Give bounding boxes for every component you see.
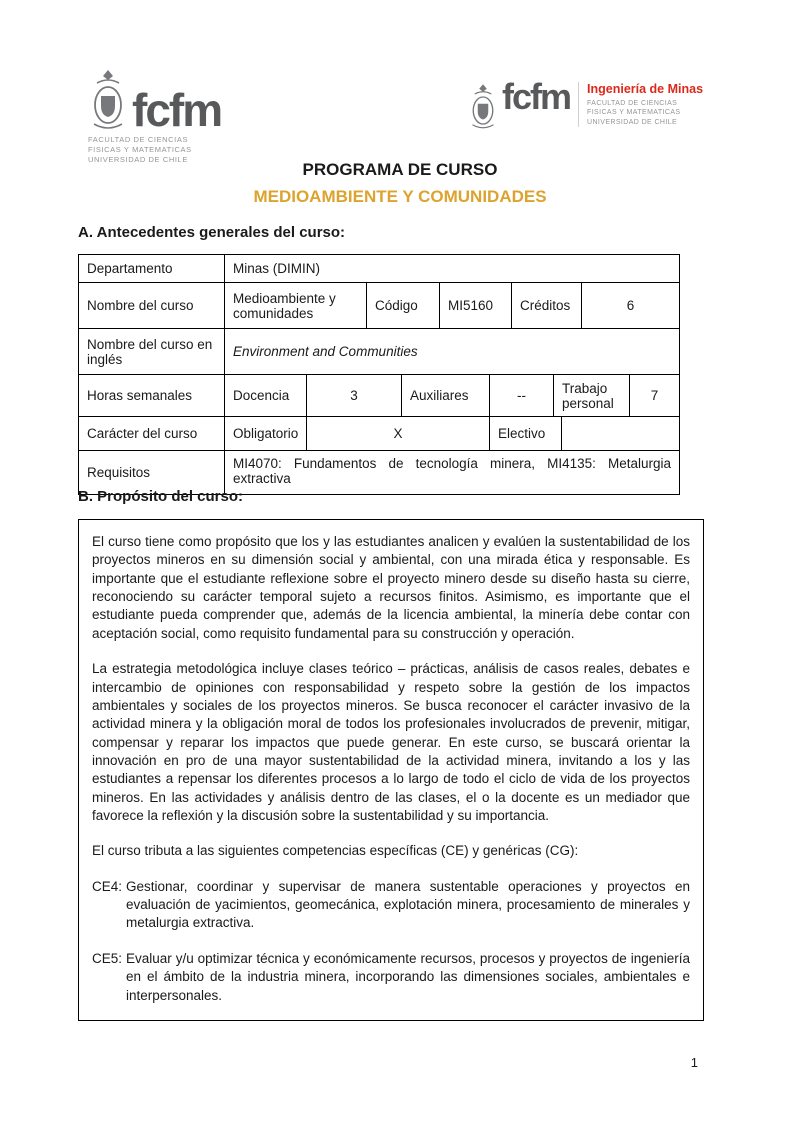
header [0,68,800,163]
faculty-subtext-line: FACULTAD DE CIENCIAS [88,135,189,144]
horas-semanales-label: Horas semanales [87,388,193,403]
trabajo-personal-value: 7 [629,375,679,416]
university-crest-icon [468,82,498,130]
document-title: PROGRAMA DE CURSO [302,160,498,179]
departamento-label: Departamento [87,261,173,276]
section-b-heading: B. Propósito del curso: [78,488,244,505]
competency-item-ce4 [92,878,690,933]
requisitos-label: Requisitos [87,465,151,480]
fcfm-logo-left [88,68,221,165]
table-row-nombre-ingles [79,328,679,374]
obligatorio-label: Obligatorio [224,417,306,450]
university-crest-icon [88,68,128,130]
fcfm-wordmark: fcfm [502,76,571,117]
table-row-horas-semanales [79,374,679,416]
docencia-label: Docencia [224,375,306,416]
electivo-value [561,417,679,450]
fcfm-minas-logo-row [468,76,704,130]
faculty-subtext-line: FISICAS Y MATEMATICAS [587,109,681,117]
table-row-caracter-curso [79,416,679,450]
obligatorio-value: X [306,417,489,450]
docencia-value: 3 [306,375,401,416]
competency-item-ce5 [92,950,690,1005]
faculty-subtext-line: UNIVERSIDAD DE CHILE [587,118,678,126]
creditos-label: Créditos [511,283,581,328]
course-info-table [78,254,680,495]
faculty-subtext-line: FISICAS Y MATEMATICAS [88,145,192,155]
purpose-paragraph: La estrategia metodológica incluye clases teórico – prácticas, análisis de casos reales, debates e intercambio de opiniones con responsabilidad y respeto sobre la gestión de los impactos ambientales y sociales de los proyectos mineros. Se busca reconocer el carácter invasivo de la actividad minera y la obligación moral de todos los profesionales involucrados de prevenir, mitigar, compensar y reparar los impactos que puede generar. En este curso, se buscará orientar la innovación en pro de una mayor sustentabilidad de la actividad minera, invitando a los y las estudiantes a repensar los diferentes procesos a lo largo de todo el ciclo de vida de los proyectos mineros. En las actividades y análisis dentro de las clases, el o la docente es un mediador que favorece la reflexión y la discusión sobre la sustentabilidad y su importancia. [92,661,690,824]
requisitos-value: MI4070: Fundamentos de tecnología minera, MI4135: Metalurgia extractiva [224,451,679,494]
table-row-departamento [79,255,679,282]
department-block [578,82,703,127]
purpose-paragraph: El curso tiene como propósito que los y las estudiantes analicen y evalúen la sustentabilidad de los proyectos mineros en su dimensión social y ambiental, con una mirada ética y responsable. Es importante que el estudiante reflexione sobre el proyecto minero desde su diseño hasta su cierre, reconociendo su carácter temporal sujeto a recursos finitos. Asimismo, es importante que el estudiante pueda comprender que, además de la licencia ambiental, la minería debe contar con aceptación social, como requisito fundamental para su construcción y operación. [92,534,690,641]
department-name: Ingeniería de Minas [587,82,704,96]
codigo-label: Código [366,283,439,328]
nombre-ingles-label: Nombre del curso en inglés [87,336,213,367]
codigo-value: MI5160 [439,283,511,328]
caracter-curso-label: Carácter del curso [87,426,198,441]
section-b [78,488,704,1021]
section-a-heading: A. Antecedentes generales del curso: [78,224,346,241]
course-title: MEDIOAMBIENTE Y COMUNIDADES [253,187,547,206]
table-row-nombre-curso [79,282,679,328]
creditos-value: 6 [581,283,679,328]
fcfm-logo-left-row [88,68,222,136]
competency-text: Evaluar y/u optimizar técnica y económicamente recursos, procesos y proyectos de ingeniería en el ámbito de la industria minera, incorporando las dimensiones sociales, ambientales e interpersonales. [126,950,690,1003]
auxiliares-value: -- [489,375,553,416]
faculty-subtext-line: FACULTAD DE CIENCIAS [587,100,678,107]
electivo-label: Electivo [489,417,561,450]
competency-code: CE5: [92,950,123,966]
page-number: 1 [690,1055,698,1070]
faculty-subtext-line: UNIVERSIDAD DE CHILE [88,155,188,165]
trabajo-personal-label: Trabajo personal [553,375,629,416]
section-a [78,224,722,495]
departamento-value: Minas (DIMIN) [224,255,679,282]
competency-code: CE4: [92,878,123,894]
title-block [0,160,800,207]
nombre-curso-value: Medioambiente y comunidades [224,283,366,328]
fcfm-wordmark: fcfm [132,83,222,136]
course-purpose-box [78,519,704,1021]
competency-text: Gestionar, coordinar y supervisar de manera sustentable operaciones y proyectos en evaluación de yacimientos, geomecánica, explotación minera, procesamiento de minerales y metalurgia extractiva. [126,878,690,931]
nombre-ingles-value: Environment and Communities [224,329,679,374]
purpose-paragraph: El curso tributa a las siguientes competencias específicas (CE) y genéricas (CG): [92,843,579,859]
fcfm-minas-logo [468,76,704,130]
auxiliares-label: Auxiliares [401,375,489,416]
nombre-curso-label: Nombre del curso [87,298,194,313]
